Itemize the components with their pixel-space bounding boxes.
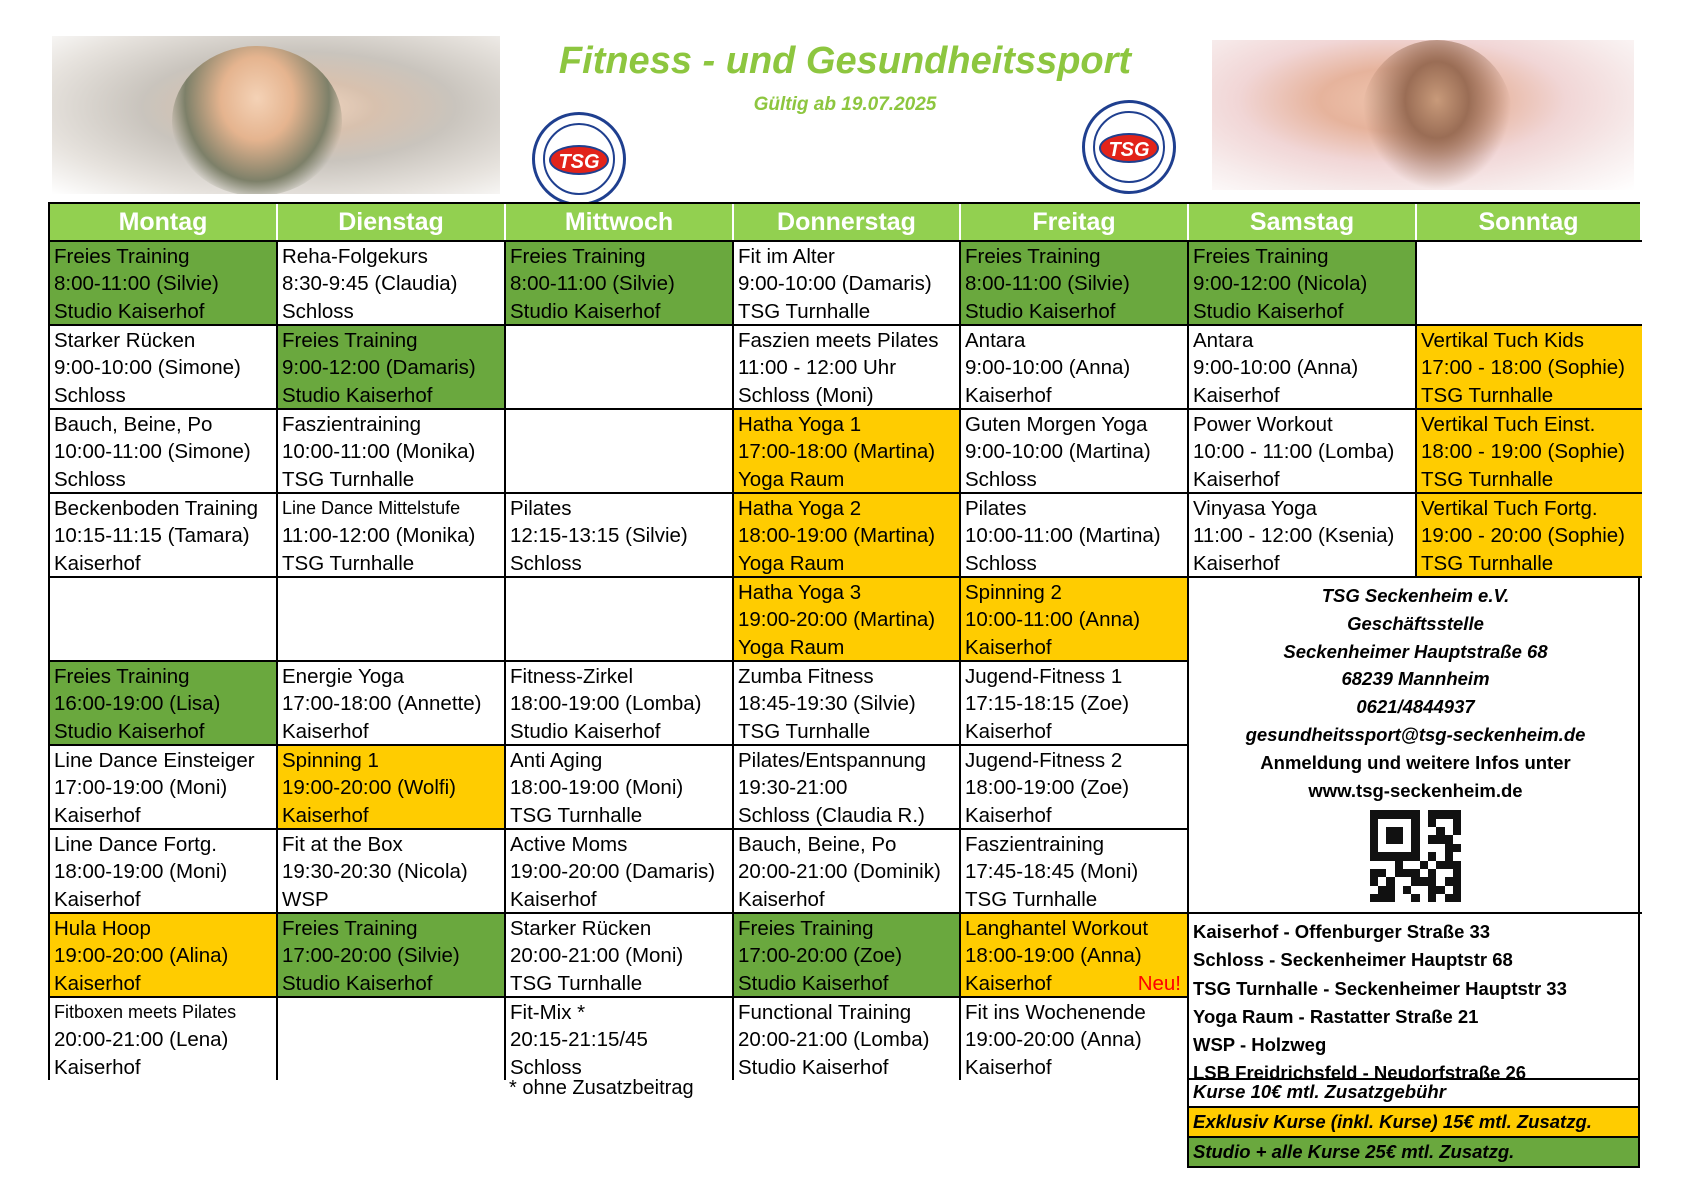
class-time: 19:00-20:00 (Martina) bbox=[738, 608, 936, 632]
location-item: Kaiserhof - Offenburger Straße 33 bbox=[1193, 921, 1491, 942]
class-location: TSG Turnhalle bbox=[510, 971, 643, 995]
class-cell-montag bbox=[50, 492, 278, 576]
class-name: Faszientraining bbox=[965, 833, 1105, 856]
class-cell-montag bbox=[50, 828, 278, 912]
class-location: Studio Kaiserhof bbox=[510, 719, 661, 743]
class-name: Hatha Yoga 2 bbox=[738, 497, 862, 520]
class-time: 20:00-21:00 (Lomba) bbox=[738, 1028, 930, 1052]
class-time: 9:00-12:00 (Damaris) bbox=[282, 356, 476, 380]
class-name: Freies Training bbox=[54, 665, 190, 688]
class-cell-donnerstag bbox=[734, 240, 961, 324]
class-time: 18:00-19:00 (Martina) bbox=[738, 524, 936, 548]
class-cell-freitag bbox=[961, 492, 1189, 576]
club-city: 68239 Mannheim bbox=[1341, 668, 1490, 690]
class-cell-montag bbox=[50, 408, 278, 492]
class-cell-montag bbox=[50, 912, 278, 996]
class-name: Line Dance Einsteiger bbox=[54, 749, 255, 772]
class-name: Line Dance Mittelstufe bbox=[282, 498, 461, 518]
club-info bbox=[1189, 576, 1642, 912]
class-cell-samstag bbox=[1189, 324, 1417, 408]
class-location: Schloss bbox=[54, 467, 126, 491]
class-cell-donnerstag bbox=[734, 912, 961, 996]
class-cell-mittwoch bbox=[506, 408, 734, 492]
class-location: TSG Turnhalle bbox=[510, 803, 643, 827]
class-location: TSG Turnhalle bbox=[738, 299, 871, 323]
class-cell-donnerstag bbox=[734, 492, 961, 576]
class-location: Schloss bbox=[282, 299, 354, 323]
class-location: Kaiserhof bbox=[738, 887, 825, 911]
class-cell-freitag bbox=[961, 828, 1189, 912]
legend-kurse: Kurse 10€ mtl. Zusatzgebühr bbox=[1193, 1081, 1446, 1102]
class-cell-mittwoch bbox=[506, 576, 734, 660]
class-cell-sonntag bbox=[1417, 408, 1642, 492]
class-location: Studio Kaiserhof bbox=[54, 299, 205, 323]
class-name: Functional Training bbox=[738, 1001, 912, 1024]
class-cell-montag bbox=[50, 240, 278, 324]
class-name: Pilates/Entspannung bbox=[738, 749, 927, 772]
locations-list bbox=[1189, 912, 1642, 1084]
class-location: Studio Kaiserhof bbox=[738, 971, 889, 995]
price-legend bbox=[1187, 1078, 1640, 1168]
class-time: 20:00-21:00 (Dominik) bbox=[738, 860, 941, 884]
class-name: Active Moms bbox=[510, 833, 628, 856]
class-location: Kaiserhof bbox=[282, 719, 369, 743]
class-time: 19:00-20:00 (Anna) bbox=[965, 1028, 1142, 1052]
class-location: Kaiserhof bbox=[54, 887, 141, 911]
class-cell-mittwoch bbox=[506, 996, 734, 1080]
class-name: Hatha Yoga 3 bbox=[738, 581, 862, 604]
class-name: Langhantel Workout bbox=[965, 917, 1149, 940]
class-cell-donnerstag bbox=[734, 996, 961, 1080]
class-cell-dienstag bbox=[278, 324, 506, 408]
class-name: Zumba Fitness bbox=[738, 665, 874, 688]
class-location: TSG Turnhalle bbox=[282, 551, 415, 575]
valid-from: Gültig ab 19.07.2025 bbox=[753, 94, 937, 115]
class-time: 17:00-20:00 (Zoe) bbox=[738, 944, 903, 968]
class-name: Pilates bbox=[965, 497, 1027, 520]
class-location: Studio Kaiserhof bbox=[54, 719, 205, 743]
class-time: 9:00-10:00 (Anna) bbox=[965, 356, 1131, 380]
footnote: * ohne Zusatzbeitrag bbox=[509, 1077, 694, 1099]
class-cell-donnerstag bbox=[734, 408, 961, 492]
class-cell-sonntag bbox=[1417, 324, 1642, 408]
club-email[interactable]: gesundheitssport@tsg-seckenheim.de bbox=[1245, 723, 1586, 745]
class-name: Spinning 1 bbox=[282, 749, 379, 772]
class-name: Hatha Yoga 1 bbox=[738, 413, 862, 436]
class-cell-donnerstag bbox=[734, 828, 961, 912]
class-time: 17:15-18:15 (Zoe) bbox=[965, 692, 1130, 716]
class-time: 17:00-18:00 (Martina) bbox=[738, 440, 936, 464]
day-header-samstag: Samstag bbox=[1189, 204, 1417, 240]
class-name: Vertikal Tuch Kids bbox=[1421, 329, 1584, 352]
class-time: 19:00-20:00 (Alina) bbox=[54, 944, 229, 968]
class-location: Studio Kaiserhof bbox=[965, 299, 1116, 323]
class-location: Kaiserhof bbox=[510, 887, 597, 911]
class-location: TSG Turnhalle bbox=[1421, 383, 1554, 407]
signup-text: Anmeldung und weitere Infos unter bbox=[1260, 751, 1571, 773]
day-header-donnerstag: Donnerstag bbox=[734, 204, 961, 240]
class-cell-sonntag bbox=[1417, 240, 1642, 324]
class-cell-dienstag bbox=[278, 660, 506, 744]
legend-studio: Studio + alle Kurse 25€ mtl. Zusatzg. bbox=[1189, 1136, 1638, 1166]
class-time: 16:00-19:00 (Lisa) bbox=[54, 692, 221, 716]
header-photo-left bbox=[52, 36, 500, 194]
class-time: 18:00 - 19:00 (Sophie) bbox=[1421, 440, 1625, 464]
class-name: Fit ins Wochenende bbox=[965, 1001, 1146, 1024]
class-location: Kaiserhof bbox=[282, 803, 369, 827]
class-time: 18:00-19:00 (Anna) bbox=[965, 944, 1142, 968]
class-name: Vertikal Tuch Fortg. bbox=[1421, 497, 1598, 520]
class-name: Jugend-Fitness 2 bbox=[965, 749, 1123, 772]
class-location: TSG Turnhalle bbox=[282, 467, 415, 491]
class-time: 10:00 - 11:00 (Lomba) bbox=[1193, 440, 1395, 464]
class-time: 8:00-11:00 (Silvie) bbox=[965, 272, 1130, 296]
class-location: TSG Turnhalle bbox=[965, 887, 1098, 911]
class-name: Antara bbox=[1193, 329, 1254, 352]
class-time: 11:00 - 12:00 (Ksenia) bbox=[1193, 524, 1395, 548]
tsg-logo-right: TSG bbox=[1082, 100, 1176, 194]
fitness-figure bbox=[1362, 40, 1512, 190]
class-location: Kaiserhof bbox=[965, 383, 1052, 407]
class-time: 9:00-10:00 (Simone) bbox=[54, 356, 241, 380]
class-name: Bauch, Beine, Po bbox=[738, 833, 897, 856]
tsg-logo-left: TSG bbox=[532, 112, 626, 206]
location-item: Yoga Raum - Rastatter Straße 21 bbox=[1193, 1005, 1479, 1027]
class-cell-freitag bbox=[961, 996, 1189, 1080]
class-cell-dienstag bbox=[278, 828, 506, 912]
class-location: Studio Kaiserhof bbox=[738, 1055, 889, 1079]
class-time: 19:00-20:00 (Damaris) bbox=[510, 860, 716, 884]
class-time: 17:00-20:00 (Silvie) bbox=[282, 944, 460, 968]
class-name: Faszientraining bbox=[282, 413, 422, 436]
class-cell-freitag bbox=[961, 240, 1189, 324]
class-name: Vinyasa Yoga bbox=[1193, 497, 1317, 520]
class-location: TSG Turnhalle bbox=[1421, 551, 1554, 575]
class-cell-samstag bbox=[1189, 492, 1417, 576]
day-header-dienstag: Dienstag bbox=[278, 204, 506, 240]
class-name: Hula Hoop bbox=[54, 917, 151, 940]
class-time: 9:00-10:00 (Damaris) bbox=[738, 272, 932, 296]
class-cell-mittwoch bbox=[506, 660, 734, 744]
day-header-mittwoch: Mittwoch bbox=[506, 204, 734, 240]
class-name: Freies Training bbox=[54, 245, 190, 268]
class-name: Starker Rücken bbox=[54, 329, 196, 352]
class-location: Kaiserhof bbox=[1193, 551, 1280, 575]
class-cell-freitag bbox=[961, 408, 1189, 492]
class-location: Kaiserhof bbox=[965, 635, 1052, 659]
class-location: Schloss bbox=[965, 467, 1037, 491]
class-location: Schloss (Claudia R.) bbox=[738, 803, 925, 827]
class-location: Studio Kaiserhof bbox=[1193, 299, 1344, 323]
class-cell-mittwoch bbox=[506, 492, 734, 576]
class-name: Freies Training bbox=[738, 917, 874, 940]
class-cell-mittwoch bbox=[506, 744, 734, 828]
class-cell-donnerstag bbox=[734, 324, 961, 408]
class-cell-mittwoch bbox=[506, 912, 734, 996]
class-location: Kaiserhof bbox=[965, 803, 1052, 827]
day-header-freitag: Freitag bbox=[961, 204, 1189, 240]
class-cell-freitag bbox=[961, 576, 1189, 660]
class-time: 17:45-18:45 (Moni) bbox=[965, 860, 1139, 884]
class-time: 18:00-19:00 (Lomba) bbox=[510, 692, 702, 716]
class-location: Schloss bbox=[510, 551, 582, 575]
class-cell-mittwoch bbox=[506, 324, 734, 408]
club-street: Seckenheimer Hauptstraße 68 bbox=[1283, 640, 1548, 662]
class-time: 17:00-18:00 (Annette) bbox=[282, 692, 482, 716]
class-time: 19:00 - 20:00 (Sophie) bbox=[1421, 524, 1625, 548]
class-cell-freitag bbox=[961, 324, 1189, 408]
class-location: Kaiserhof bbox=[965, 719, 1052, 743]
class-location: Yoga Raum bbox=[738, 551, 845, 575]
class-location: Yoga Raum bbox=[738, 635, 845, 659]
class-name: Vertikal Tuch Einst. bbox=[1421, 413, 1596, 436]
location-item: TSG Turnhalle - Seckenheimer Hauptstr 33 bbox=[1193, 977, 1567, 999]
class-name: Beckenboden Training bbox=[54, 497, 259, 520]
class-location: Kaiserhof bbox=[54, 971, 141, 995]
class-time: 10:00-11:00 (Anna) bbox=[965, 608, 1141, 632]
location-item: WSP - Holzweg bbox=[1193, 1034, 1327, 1056]
class-name: Fitboxen meets Pilates bbox=[54, 1002, 237, 1022]
club-phone: 0621/4844937 bbox=[1356, 696, 1475, 718]
class-cell-montag bbox=[50, 324, 278, 408]
class-time: 20:00-21:00 (Moni) bbox=[510, 944, 684, 968]
class-location: Kaiserhof bbox=[1193, 383, 1280, 407]
class-cell-freitag bbox=[961, 744, 1189, 828]
class-name: Anti Aging bbox=[510, 749, 603, 772]
class-time: 8:00-11:00 (Silvie) bbox=[54, 272, 219, 296]
class-time: 9:00-12:00 (Nicola) bbox=[1193, 272, 1368, 296]
class-name: Guten Morgen Yoga bbox=[965, 413, 1148, 436]
class-cell-sonntag bbox=[1417, 492, 1642, 576]
class-location: Schloss bbox=[510, 1055, 582, 1079]
class-location: TSG Turnhalle bbox=[1421, 467, 1554, 491]
class-time: 18:45-19:30 (Silvie) bbox=[738, 692, 916, 716]
class-cell-dienstag bbox=[278, 408, 506, 492]
class-time: 9:00-10:00 (Martina) bbox=[965, 440, 1151, 464]
class-name: Bauch, Beine, Po bbox=[54, 413, 213, 436]
new-badge: Neu! bbox=[1137, 972, 1181, 995]
class-name: Freies Training bbox=[965, 245, 1101, 268]
class-time: 17:00 - 18:00 (Sophie) bbox=[1421, 356, 1625, 380]
page-title: Fitness - und Gesundheitssport bbox=[558, 40, 1132, 82]
class-location: Schloss bbox=[54, 383, 126, 407]
class-location: Yoga Raum bbox=[738, 467, 845, 491]
class-cell-dienstag bbox=[278, 744, 506, 828]
class-time: 10:00-11:00 (Simone) bbox=[54, 440, 251, 464]
class-location: Kaiserhof bbox=[54, 803, 141, 827]
class-name: Faszien meets Pilates bbox=[738, 329, 939, 352]
class-time: 19:00-20:00 (Wolfi) bbox=[282, 776, 456, 800]
class-name: Line Dance Fortg. bbox=[54, 833, 217, 856]
class-name: Freies Training bbox=[282, 917, 418, 940]
class-time: 20:15-21:15/45 bbox=[510, 1028, 648, 1052]
class-time: 10:00-11:00 (Martina) bbox=[965, 524, 1161, 548]
class-cell-montag bbox=[50, 744, 278, 828]
class-location: Kaiserhof bbox=[965, 1055, 1052, 1079]
class-time: 11:00-12:00 (Monika) bbox=[282, 524, 476, 548]
day-header-sonntag: Sonntag bbox=[1417, 204, 1642, 240]
club-name: TSG Seckenheim e.V. bbox=[1321, 585, 1510, 606]
qr-code bbox=[1370, 810, 1462, 902]
class-cell-donnerstag bbox=[734, 660, 961, 744]
class-time: 17:00-19:00 (Moni) bbox=[54, 776, 228, 800]
class-time: 19:30-20:30 (Nicola) bbox=[282, 860, 468, 884]
class-time: 18:00-19:00 (Moni) bbox=[510, 776, 684, 800]
class-name: Fit at the Box bbox=[282, 833, 403, 856]
class-name: Fit im Alter bbox=[738, 245, 835, 268]
location-item: Schloss - Seckenheimer Hauptstr 68 bbox=[1193, 949, 1513, 971]
class-name: Freies Training bbox=[1193, 245, 1329, 268]
class-location: Studio Kaiserhof bbox=[510, 299, 661, 323]
class-name: Jugend-Fitness 1 bbox=[965, 665, 1123, 688]
class-name: Spinning 2 bbox=[965, 581, 1062, 604]
schedule-table bbox=[48, 202, 1640, 1084]
class-cell-dienstag bbox=[278, 912, 506, 996]
class-cell-montag bbox=[50, 576, 278, 660]
class-cell-montag bbox=[50, 996, 278, 1080]
class-name: Energie Yoga bbox=[282, 665, 404, 688]
club-website[interactable]: www.tsg-seckenheim.de bbox=[1308, 779, 1523, 801]
class-time: 20:00-21:00 (Lena) bbox=[54, 1028, 229, 1052]
class-name: Power Workout bbox=[1193, 413, 1333, 436]
class-cell-freitag bbox=[961, 912, 1189, 996]
class-location: Kaiserhof bbox=[1193, 467, 1280, 491]
class-cell-freitag bbox=[961, 660, 1189, 744]
class-cell-dienstag bbox=[278, 996, 506, 1080]
class-name: Starker Rücken bbox=[510, 917, 652, 940]
class-location: Schloss (Moni) bbox=[738, 383, 874, 407]
class-name: Freies Training bbox=[510, 245, 646, 268]
class-cell-donnerstag bbox=[734, 576, 961, 660]
class-cell-donnerstag bbox=[734, 744, 961, 828]
class-time: 8:30-9:45 (Claudia) bbox=[282, 272, 458, 296]
class-time: 10:15-11:15 (Tamara) bbox=[54, 524, 250, 548]
class-time: 9:00-10:00 (Anna) bbox=[1193, 356, 1359, 380]
class-cell-samstag bbox=[1189, 408, 1417, 492]
class-location: Kaiserhof bbox=[54, 551, 141, 575]
class-location: TSG Turnhalle bbox=[738, 719, 871, 743]
class-cell-dienstag bbox=[278, 240, 506, 324]
class-name: Fit-Mix * bbox=[510, 1001, 586, 1024]
class-time: 18:00-19:00 (Zoe) bbox=[965, 776, 1130, 800]
class-cell-mittwoch bbox=[506, 240, 734, 324]
class-name: Freies Training bbox=[282, 329, 418, 352]
class-location: WSP bbox=[282, 887, 329, 911]
location-item: LSB Freidrichsfeld - Neudorfstraße 26 bbox=[1193, 1062, 1527, 1084]
class-name: Antara bbox=[965, 329, 1026, 352]
class-location: Kaiserhof bbox=[54, 1055, 141, 1079]
class-cell-dienstag bbox=[278, 492, 506, 576]
class-cell-montag bbox=[50, 660, 278, 744]
class-cell-samstag bbox=[1189, 240, 1417, 324]
club-office: Geschäftsstelle bbox=[1347, 612, 1484, 634]
class-location: Schloss bbox=[965, 551, 1037, 575]
day-header-montag: Montag bbox=[50, 204, 278, 240]
class-cell-mittwoch bbox=[506, 828, 734, 912]
class-name: Reha-Folgekurs bbox=[282, 245, 428, 268]
class-time: 12:15-13:15 (Silvie) bbox=[510, 524, 688, 548]
header-photo-right bbox=[1212, 40, 1634, 190]
woman-figure bbox=[172, 46, 342, 194]
class-name: Fitness-Zirkel bbox=[510, 665, 634, 688]
class-name: Pilates bbox=[510, 497, 572, 520]
class-location: Studio Kaiserhof bbox=[282, 383, 433, 407]
class-location: Studio Kaiserhof bbox=[282, 971, 433, 995]
class-time: 18:00-19:00 (Moni) bbox=[54, 860, 228, 884]
class-time: 8:00-11:00 (Silvie) bbox=[510, 272, 675, 296]
class-cell-dienstag bbox=[278, 576, 506, 660]
class-time: 19:30-21:00 bbox=[738, 776, 848, 800]
class-location: Kaiserhof bbox=[965, 971, 1052, 995]
class-time: 11:00 - 12:00 Uhr bbox=[738, 356, 897, 380]
legend-exklusiv: Exklusiv Kurse (inkl. Kurse) 15€ mtl. Zusatzg. bbox=[1189, 1106, 1638, 1136]
class-time: 10:00-11:00 (Monika) bbox=[282, 440, 476, 464]
